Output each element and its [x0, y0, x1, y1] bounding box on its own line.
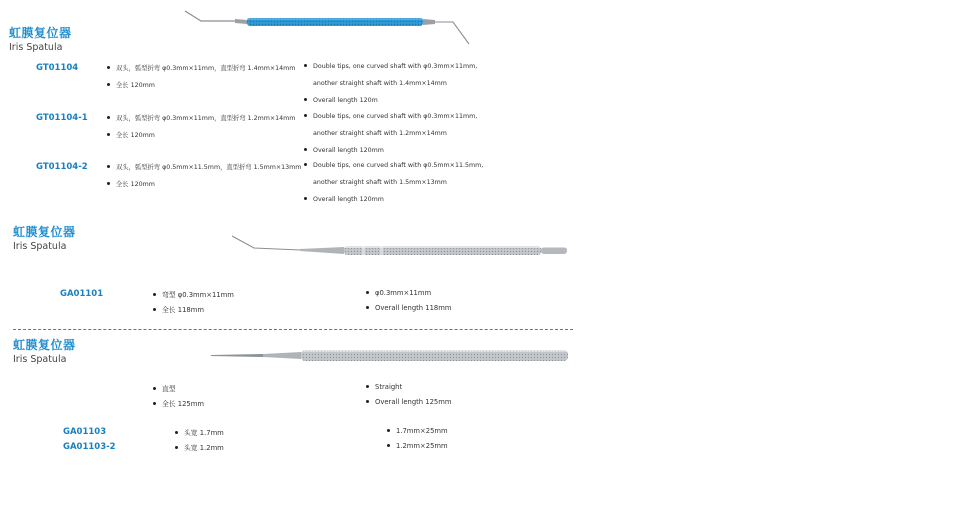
spec-en-line: Overall length 120m [304, 97, 378, 104]
spec-en-line: another straight shaft with 1.2mm×14mm [313, 130, 447, 137]
straight-iris-spatula-image [209, 344, 574, 366]
spec-en-line: Overall length 118mm [366, 304, 452, 312]
product-code: GT01104 [36, 63, 79, 73]
spec-en-line: Double tips, one curved shaft with φ0.5mm×11.5mm, [304, 162, 483, 169]
spec-en-line: 1.2mm×25mm [387, 442, 448, 450]
spec-cn-line: 双头，弧型折弯 φ0.3mm×11mm，直型折弯 1.4mm×14mm [107, 63, 295, 72]
section2-title-cn: 虹膜复位器 [13, 225, 76, 239]
section-divider [13, 329, 573, 330]
spec-en-line: Overall length 125mm [366, 398, 452, 406]
spec-cn-line: 直型 [153, 383, 176, 393]
section3-title-cn: 虹膜复位器 [13, 338, 76, 352]
blue-iris-spatula-image [183, 8, 473, 48]
spec-cn-line: 头宽 1.2mm [175, 442, 224, 452]
product-code: GA01103 [63, 427, 107, 437]
product-code: GA01101 [60, 289, 104, 299]
spec-en-line: Overall length 120mm [304, 196, 384, 203]
product-code: GT01104-1 [36, 113, 88, 123]
spec-cn-line: 双头，弧型折弯 φ0.5mm×11.5mm，直型折弯 1.5mm×13mm [107, 162, 301, 171]
spec-cn-line: 全长 118mm [153, 304, 204, 314]
spec-cn-line: 双头，弧型折弯 φ0.3mm×11mm，直型折弯 1.2mm×14mm [107, 113, 295, 122]
product-code: GT01104-2 [36, 162, 88, 172]
steel-iris-spatula-image [230, 232, 575, 268]
spec-en-line: Double tips, one curved shaft with φ0.3mm×11mm, [304, 63, 477, 70]
spec-en-line: 1.7mm×25mm [387, 427, 448, 435]
spec-cn-line: 全长 125mm [153, 398, 204, 408]
spec-en-line: another straight shaft with 1.4mm×14mm [313, 80, 447, 87]
spec-cn-line: 全长 120mm [107, 80, 155, 89]
spec-cn-line: 全长 120mm [107, 179, 155, 188]
spec-cn-line: 全长 120mm [107, 130, 155, 139]
product-code: GA01103-2 [63, 442, 116, 452]
section3-title-en: Iris Spatula [13, 354, 67, 365]
spec-en-line: φ0.3mm×11mm [366, 289, 431, 297]
section1-title-cn: 虹膜复位器 [9, 26, 72, 40]
spec-en-line: another straight shaft with 1.5mm×13mm [313, 179, 447, 186]
spec-en-line: Straight [366, 383, 402, 391]
section1-title-en: Iris Spatula [9, 42, 63, 53]
spec-cn-line: 头宽 1.7mm [175, 427, 224, 437]
spec-en-line: Overall length 120mm [304, 147, 384, 154]
spec-en-line: Double tips, one curved shaft with φ0.3mm×11mm, [304, 113, 477, 120]
spec-cn-line: 弯型 φ0.3mm×11mm [153, 289, 234, 299]
section2-title-en: Iris Spatula [13, 241, 67, 252]
